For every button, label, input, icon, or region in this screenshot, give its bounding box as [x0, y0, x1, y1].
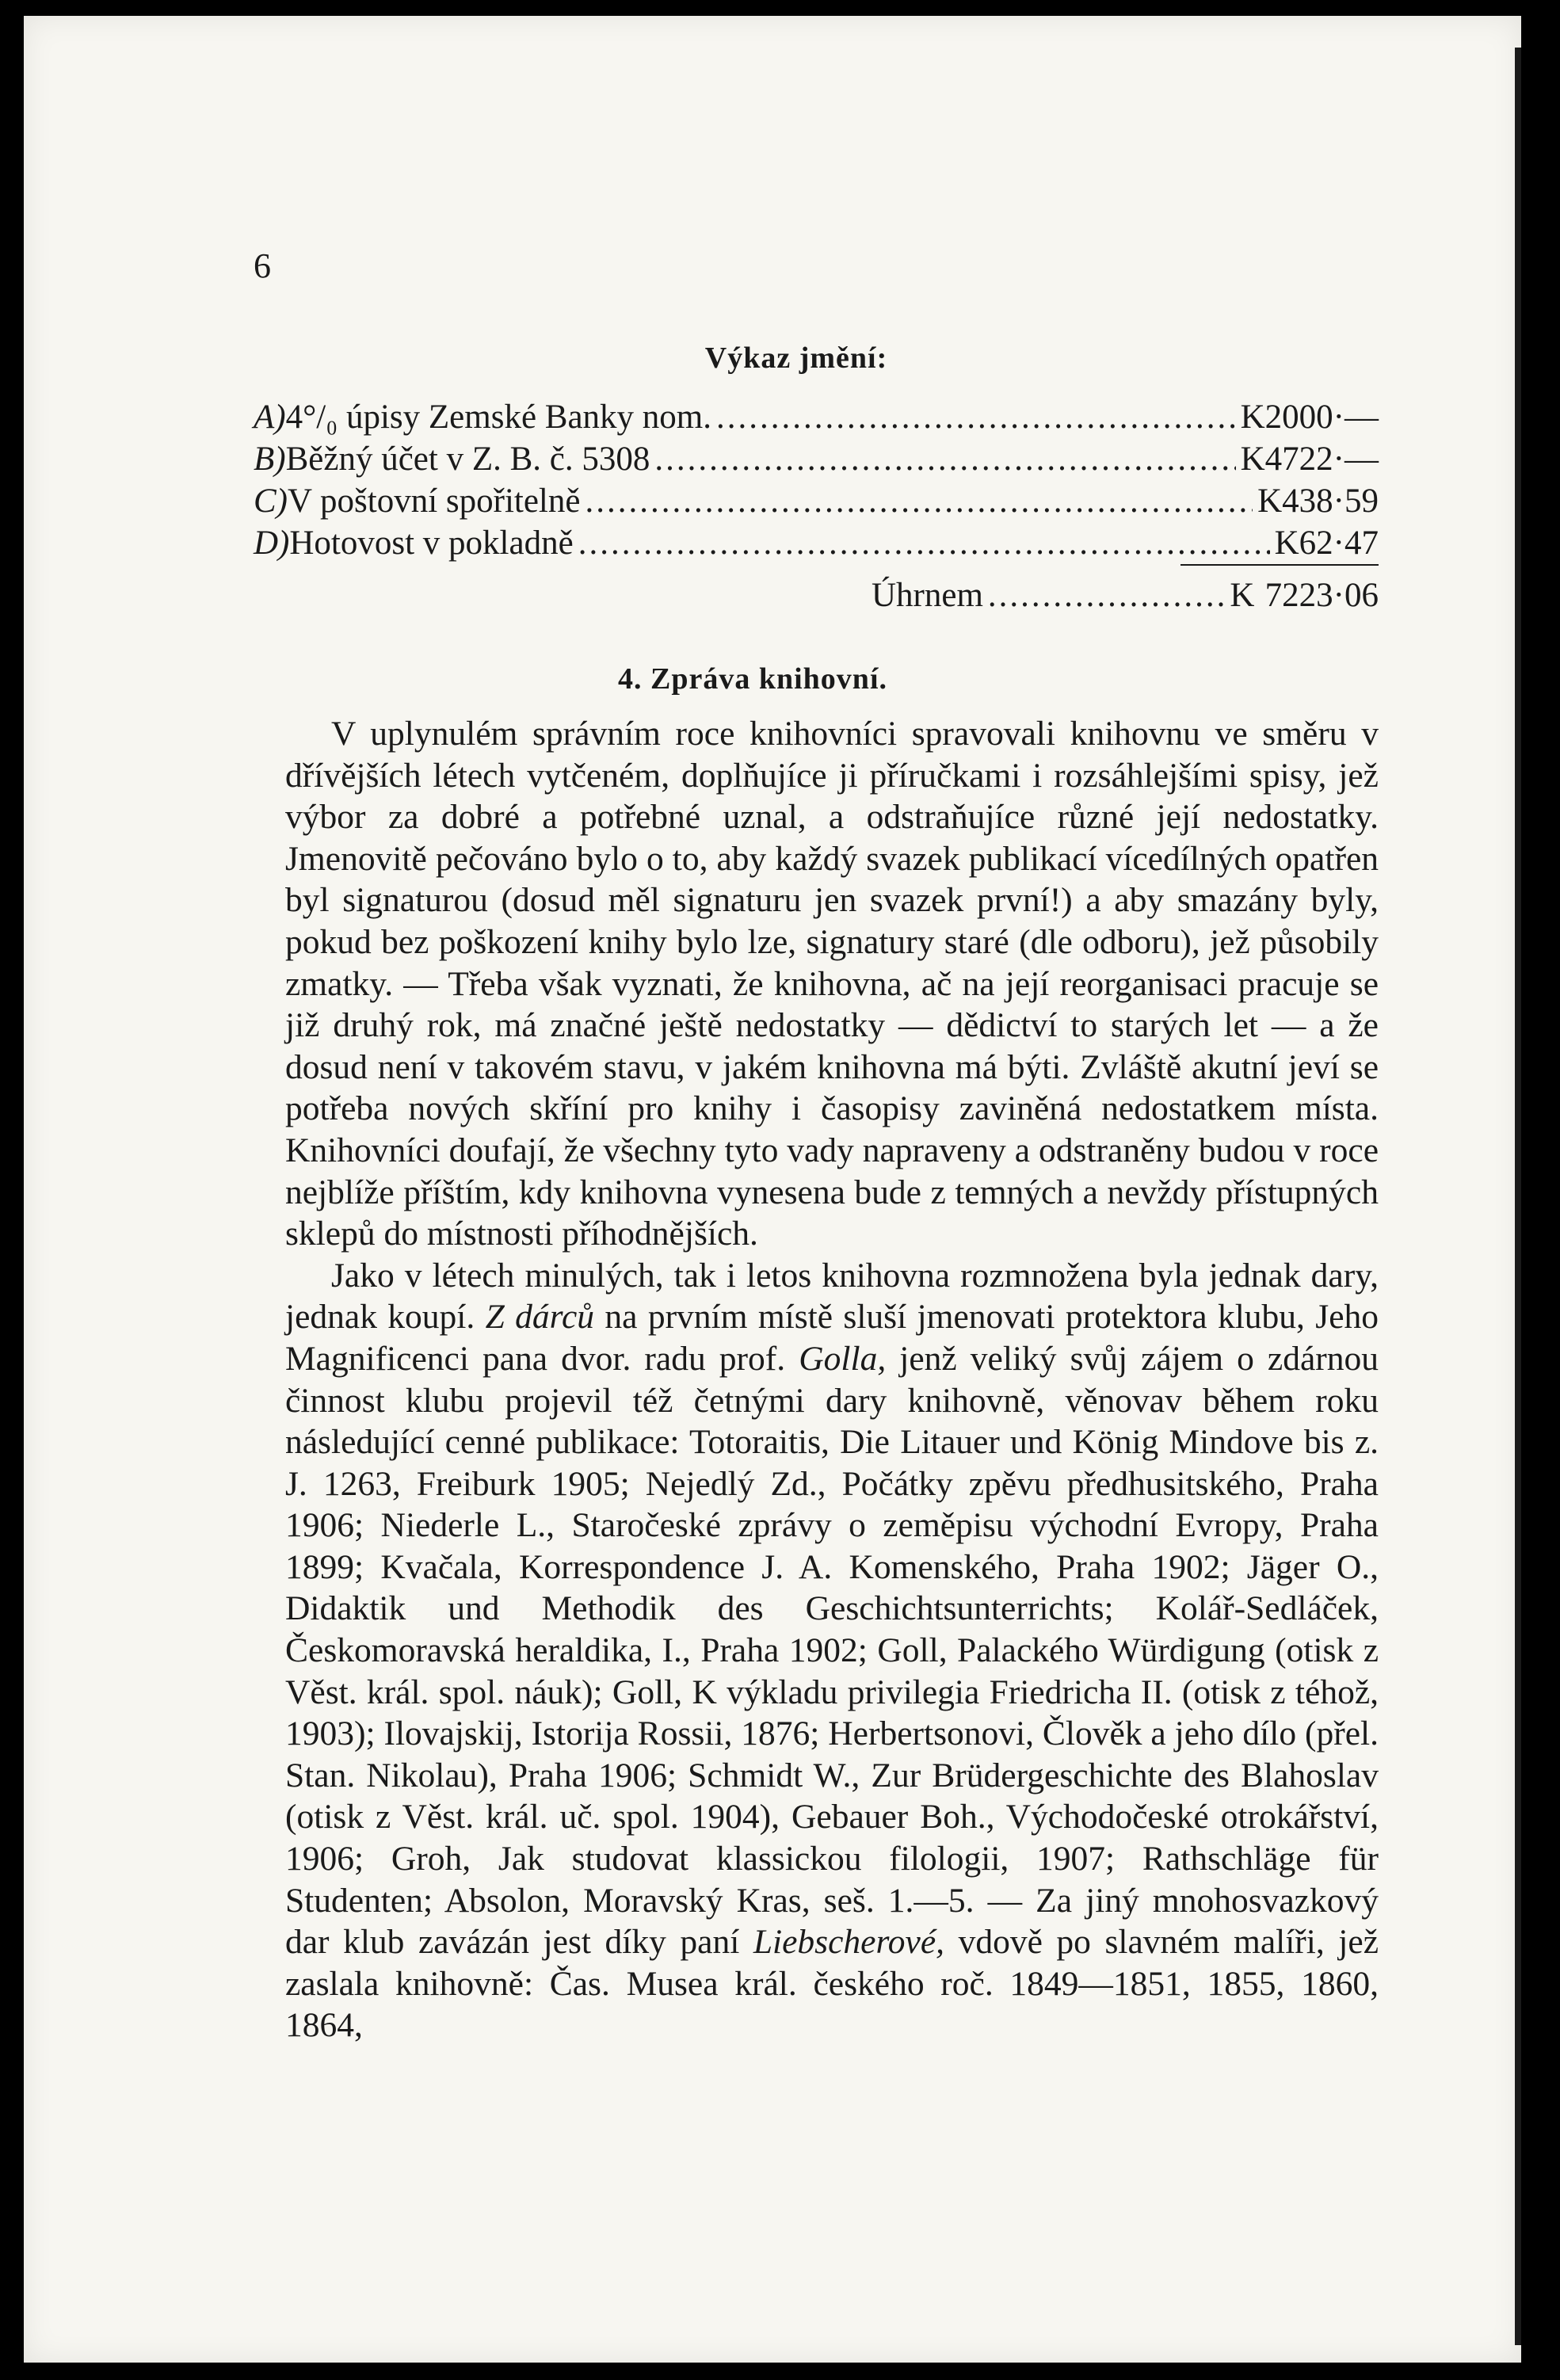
ledger-row-b [254, 438, 1379, 480]
ledger-total-row [254, 566, 1379, 621]
ledger-currency: K [1240, 441, 1265, 478]
library-report-heading: 4. Zpráva knihovní. [618, 662, 887, 696]
ledger-label: Hotovost v pokladně [289, 524, 574, 562]
page-edge-shadow [1515, 48, 1521, 2345]
leader-dots [716, 396, 1236, 438]
ledger-key: A) [254, 399, 286, 436]
total-label: Úhrnem [872, 577, 983, 614]
leader-dots [585, 480, 1253, 522]
total-amount: 7223·06 [1264, 577, 1379, 614]
leader-dots [578, 522, 1270, 564]
text-run: Jako v létech minulých, tak i letos knihovna rozmnožena byla jednak dary, jednak koupí. [285, 1256, 1379, 1337]
leader-dots [988, 566, 1225, 626]
ledger-amount: 4722·— [1264, 441, 1379, 478]
ledger-row-d [254, 522, 1379, 564]
ledger-currency: K [1274, 524, 1299, 562]
ledger-label: Běžný účet v Z. B. č. 5308 [285, 441, 650, 478]
ledger-amount: 2000·— [1264, 399, 1379, 436]
text-run: vdově po slavném malíři, jež zaslala knihovně: Čas. Musea král. českého roč. 1849—1851, 1855, 1860, 1864, [285, 1923, 1379, 2045]
ledger-row-c [254, 480, 1379, 522]
ledger-label: 4°/₀ úpisy Zemské Banky nom. [285, 399, 711, 436]
italic-name: Golla, [799, 1339, 887, 1378]
assets-ledger [254, 396, 1379, 621]
text-run: jenž veliký svůj zájem o zdárnou činnost klubu projevil též četnými dary knihovně, věnovav během roku následující cenné publikace: Totoraitis, Die Litauer und König Mindove bis z. J. 1263, Freiburk 1905; Nejedlý Zd., Počátky zpěvu předhusitského, Praha 1906; Niederle L., Staročeské zprávy o zeměpisu východní Evropy, Praha 1899; Kvačala, Korrespondence J. A. Komenského, Praha 1902; Jäger O., Didaktik und Methodik des Geschichtsunterrichts; Kolář-Sedláček, Českomoravská heraldika, I., Praha 1902; Goll, Palackého Würdigung (otisk z Věst. král. spol. náuk); Goll, K výkladu privilegia Friedricha II. (otisk z téhož, 1903); Ilovajskij, Istorija Rossii, 1876; Herbertsonovi, Člověk a jeho dílo (přel. Stan. Nikolau), Praha 1906; Schmidt W., Zur Brüdergeschichte des Blahoslav (otisk z Věst. král. uč. spol. 1904), Gebauer Boh., Východočeské otrokářství, 1906; Groh, Jak studovat klassickou filologii, 1907; Rathschläge für Studenten; Absolon, Moravský Kras, seš. 1.—5. — Za jiný mnohosvazkový dar klub zavázán jest díky paní [285, 1339, 1379, 1962]
leader-dots [654, 438, 1235, 480]
italic-text: Z dárců [485, 1298, 595, 1337]
paragraph: V uplynulém správním roce knihovníci spravovali knihovnu ve směru v dřívějších létech vytčeném, doplňujíce ji příručkami i rozsáhlejšími spisy, jež výbor za dobré a potřebné uznal, a odstraňujíce různé její nedostatky. Jmenovitě pečováno bylo o to, aby každý svazek publikací vícedílných opatřen byl signaturou (dosud měl signaturu jen svazek první!) a aby smazány byly, pokud bez poškození knihy bylo lze, signatury staré (dle odboru), jež působily zmatky. — Třeba však vyznati, že knihovna, ač na její reorganisaci pracuje se již druhý rok, má značné ještě nedostatky — dědictví to starých let — a že dosud není v takovém stavu, v jakém knihovna má býti. Zvláště akutní jeví se potřeba nových skříní pro knihy i časopisy zaviněná nedostatkem místa. Knihovníci doufají, že všechny tyto vady napraveny a odstraněny budou v roce nejblíže příštím, kdy knihovna vynesena bude z temných a nevždy přístupných sklepů do místnosti příhodnějších. [285, 715, 1379, 1253]
ledger-row-a [254, 396, 1379, 438]
library-report-body [285, 713, 1379, 2046]
italic-name: Liebscherové, [753, 1923, 945, 1962]
total-currency: K [1230, 577, 1255, 614]
ledger-key: C) [254, 482, 288, 520]
ledger-currency: K [1240, 399, 1265, 436]
sum-rule [1180, 564, 1379, 566]
ledger-key: D) [254, 524, 290, 562]
scanned-page [24, 16, 1521, 2363]
page-number: 6 [254, 246, 271, 285]
paragraph [285, 1255, 1379, 2046]
ledger-amount: 438·59 [1282, 482, 1379, 520]
ledger-label: V poštovní spořitelně [288, 482, 581, 520]
text-run: na prvním místě sluší jmenovati protektora klubu, Jeho Magnificenci pana dvor. radu prof. [285, 1298, 1379, 1378]
assets-report-heading: Výkaz jmění: [704, 341, 888, 375]
ledger-key: B) [254, 441, 286, 478]
ledger-currency: K [1257, 482, 1283, 520]
ledger-amount: 62·47 [1299, 524, 1379, 562]
